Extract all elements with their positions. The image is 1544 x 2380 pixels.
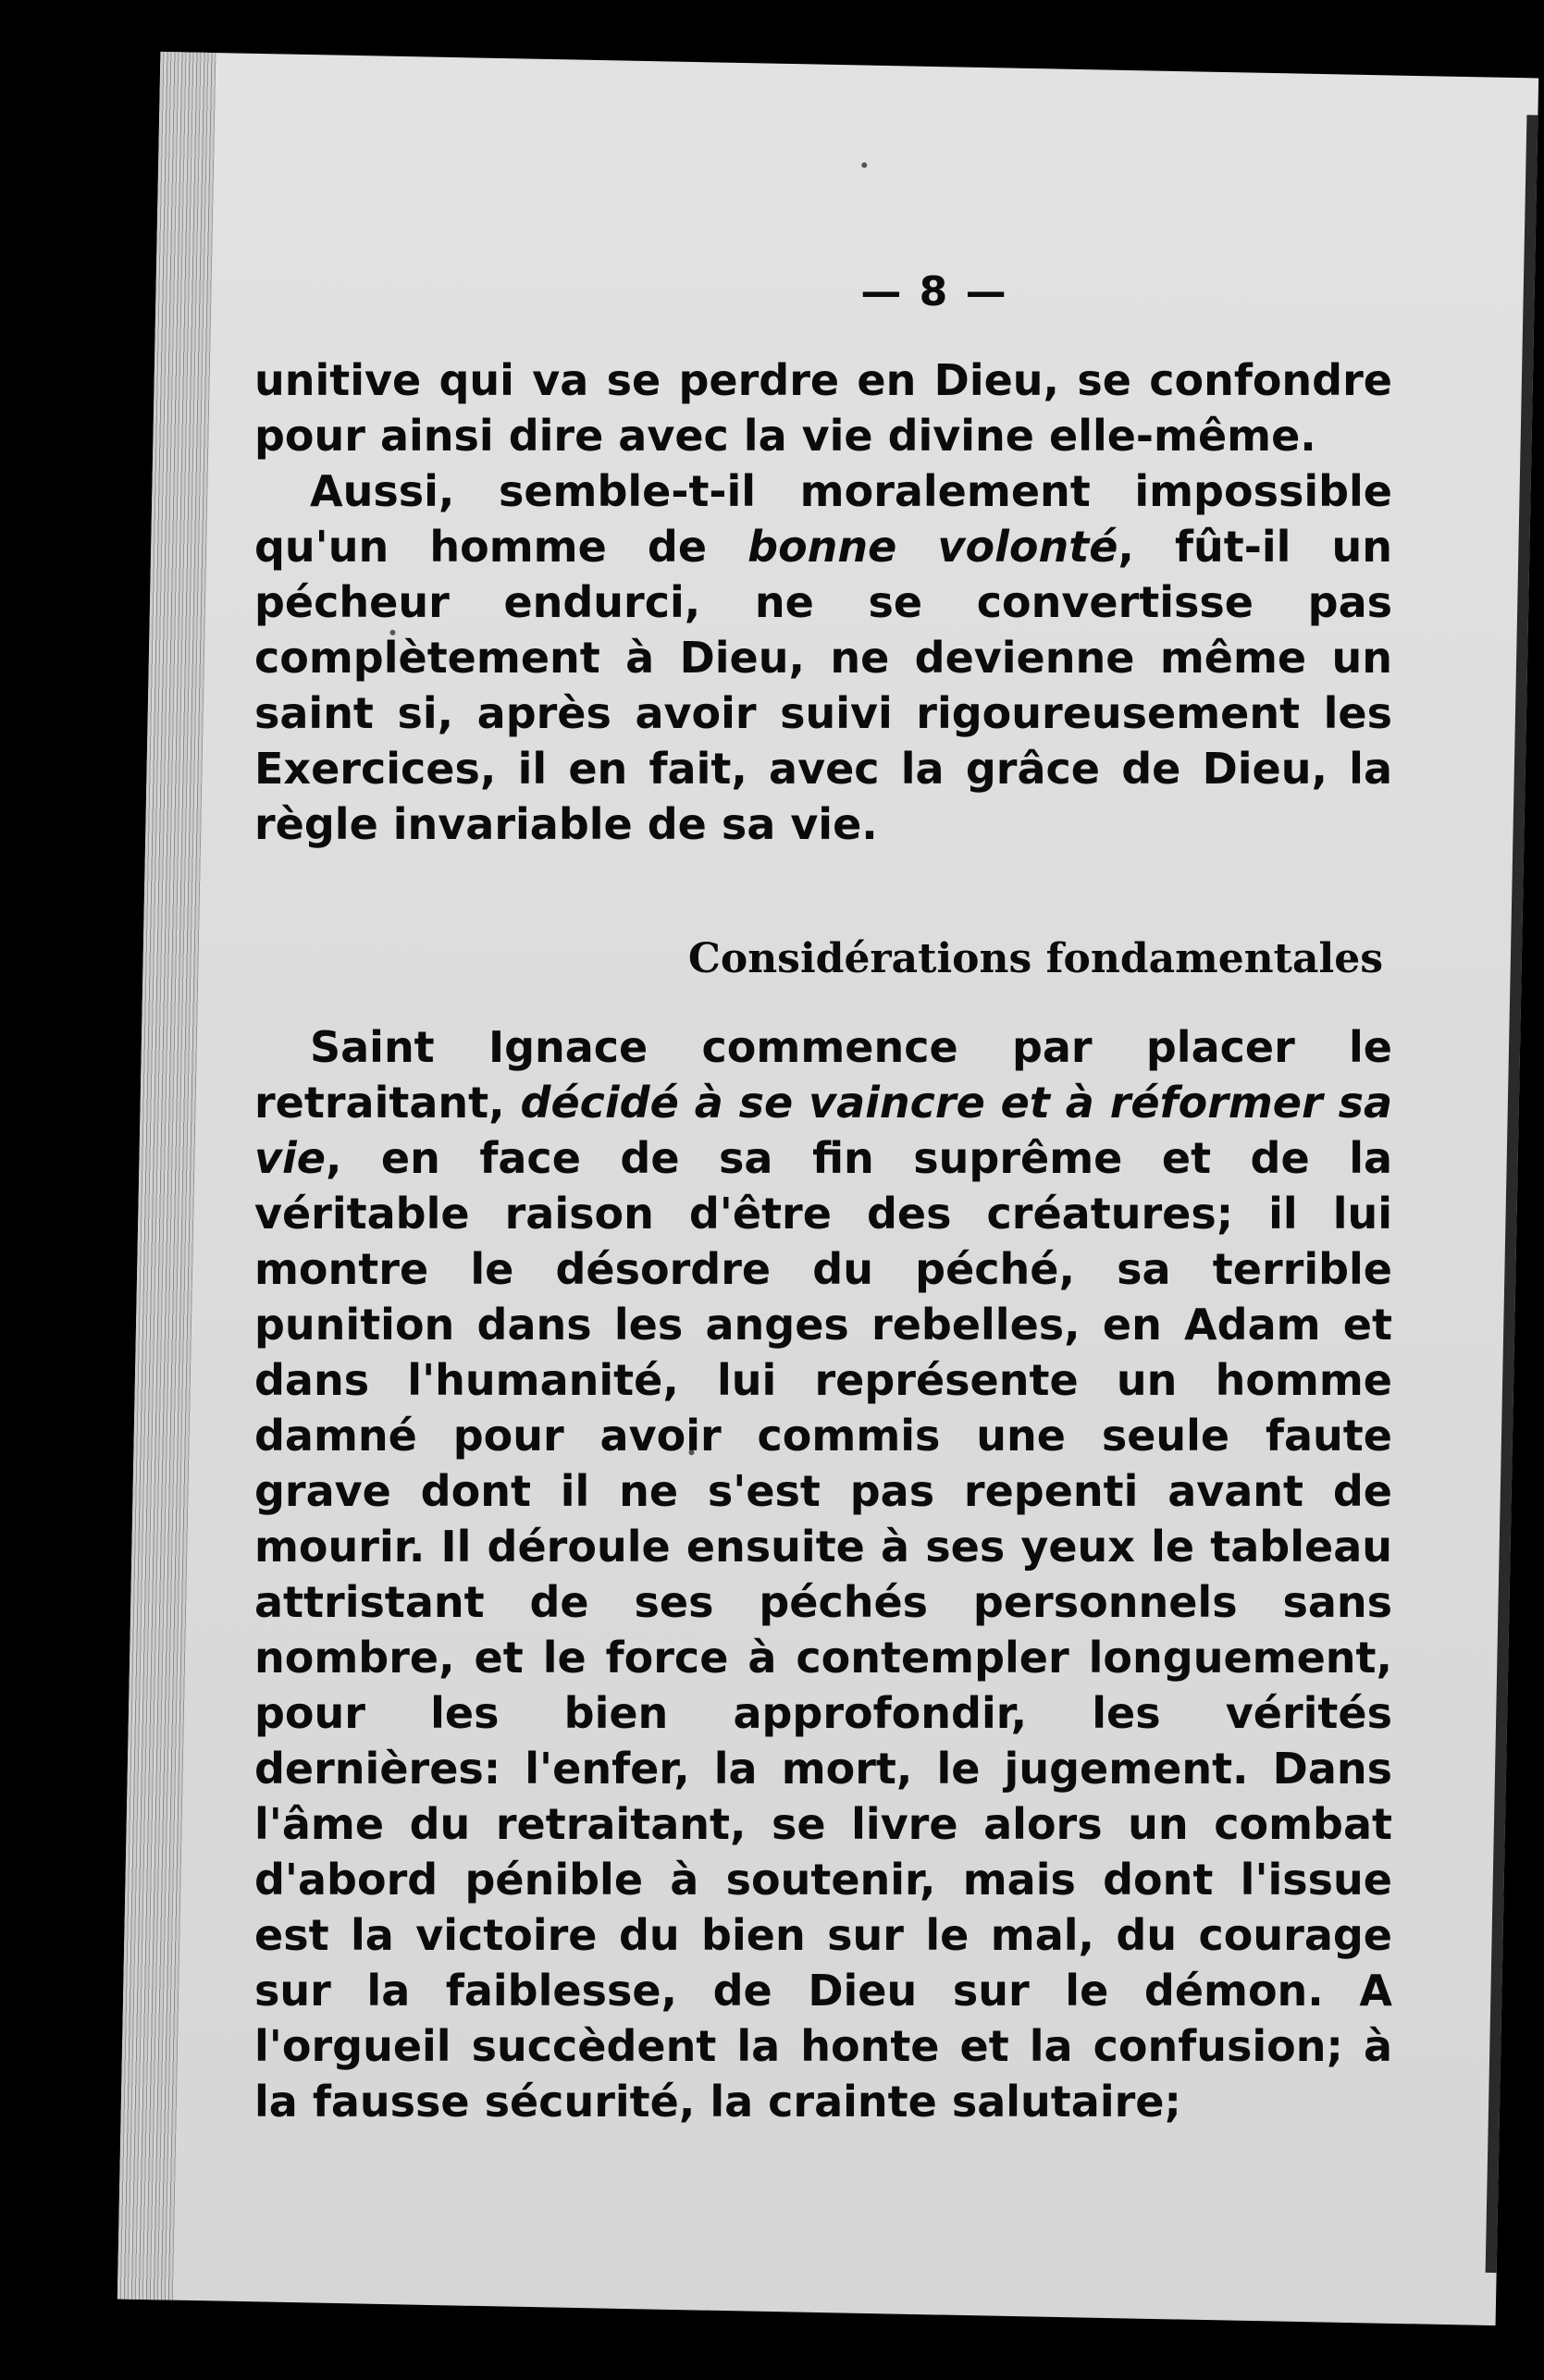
paragraph-2-italic: bonne volonté (747, 522, 1118, 572)
page-edges-left (117, 52, 216, 2300)
paragraph-2 (254, 463, 1392, 852)
paragraph-3-italic: décidé à se vaincre et à réformer sa vie (254, 1078, 1393, 1183)
paragraph-3 (254, 1019, 1392, 2129)
section-heading: Considérations fondamentales (687, 935, 1383, 982)
paragraph-3-text-a: Saint Ignace commence par placer le retraitant, (254, 1022, 1392, 1128)
page-number: — 8 — (860, 268, 1008, 315)
paragraph-1: unitive qui va se perdre en Dieu, se confondre pour ainsi dire avec la vie divine elle-même. (254, 355, 1392, 461)
paragraph-2-text-b: , fût-il un pécheur endurci, ne se convertisse pas complètement à Dieu, ne devienne même un saint si, après avoir suivi rigoureusement les Exercices, il en fait, avec la grâce de Dieu, la règle invariable de sa vie. (254, 522, 1392, 849)
speck (861, 162, 867, 167)
paragraph-3-text-b: , en face de sa fin suprême et de la véritable raison d'être des créatures; il lui montre le désordre du péché, sa terrible punition dans les anges rebelles, en Adam et dans l'humanité, lui représente un homme damné pour avoir commis une seule faute grave dont il ne s'est pas repenti avant de mourir. Il déroule ensuite à ses yeux le tableau attristant de ses péchés personnels sans nombre, et le force à contempler longuement, pour les bien approfondir, les vérités dernières: l'enfer, la mort, le jugement. Dans l'âme du retraitant, se livre alors un combat d'abord pénible à soutenir, mais dont l'issue est la victoire du bien sur le mal, du courage sur la faiblesse, de Dieu sur le démon. A l'orgueil succèdent la honte et la confusion; à la fausse sécurité, la crainte salutaire; (254, 1133, 1392, 2127)
paragraph-2-text-a: Aussi, semble-t-il moralement impossible qu'un homme de (254, 466, 1392, 572)
page-content (254, 268, 1392, 2129)
page-edge-right (1486, 115, 1538, 2273)
